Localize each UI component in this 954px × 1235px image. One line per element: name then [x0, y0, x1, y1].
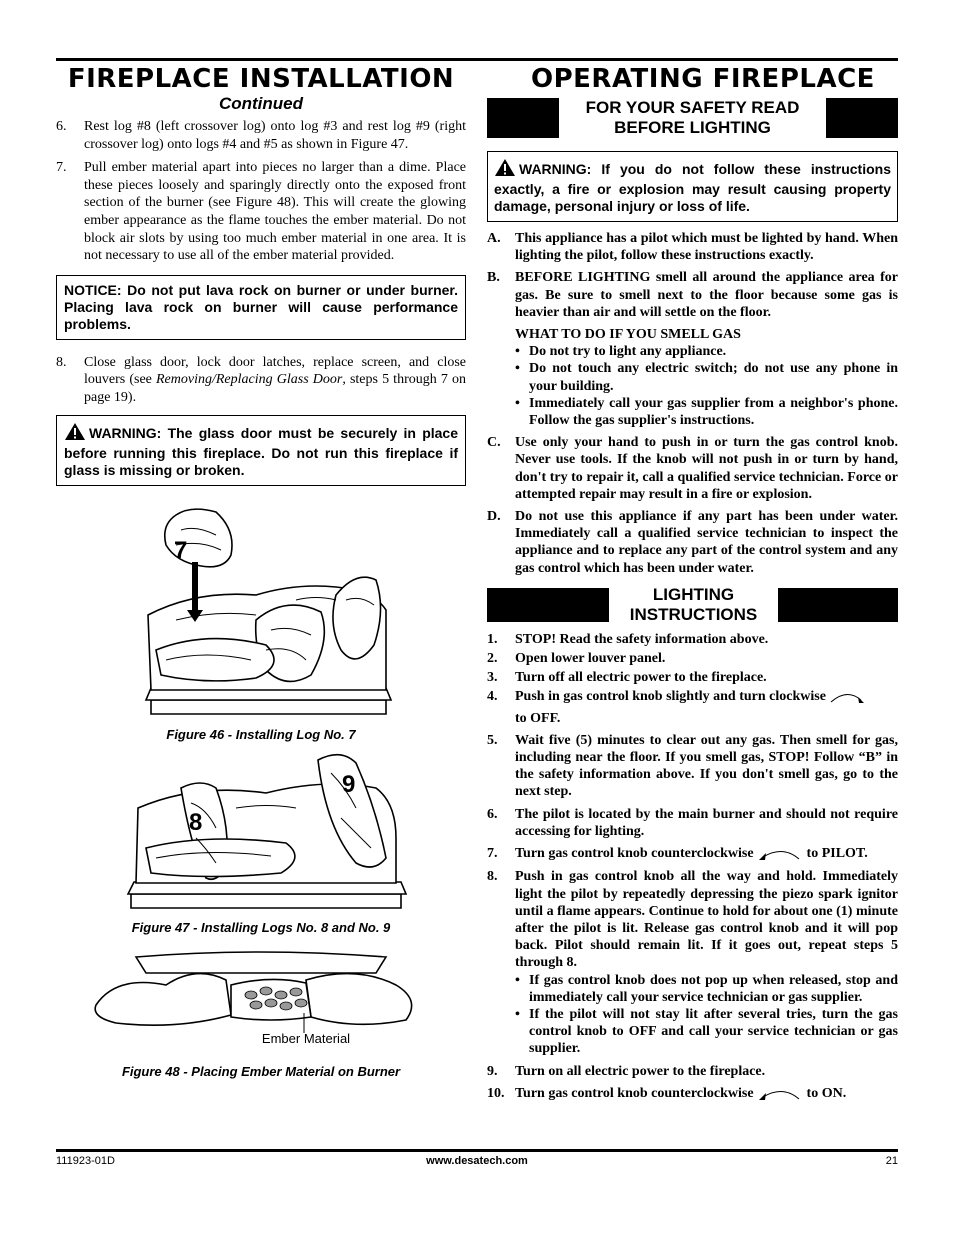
right-column — [487, 58, 898, 1111]
lighting-step-9: 9. Turn on all electric power to the fireplace. — [487, 1063, 766, 1079]
smell-gas-section — [487, 326, 898, 429]
figure-48-caption: Figure 48 - Placing Ember Material on Burner — [121, 1064, 401, 1079]
lighting-step-4: 4. Push in gas control knob slightly and turn clockwise to OFF. — [487, 688, 898, 726]
page-number: 21 — [885, 1155, 898, 1167]
left-column — [56, 58, 466, 486]
figures — [56, 500, 466, 1079]
lighting-step-3: 3. Turn off all electric power to the fireplace. — [487, 670, 767, 686]
safety-heading: FOR YOUR SAFETY READ BEFORE LIGHTING — [585, 98, 800, 137]
warning-box-fire: WARNING: If you do not follow these instructions exactly, a fire or explosion may result causing property damage, personal injury or loss of life. — [487, 151, 898, 222]
warning-triangle-icon — [64, 422, 86, 445]
step-8-bullet: • If the pilot will not stay lit after several tries, turn the gas control knob to OFF and call your service technician or gas supplier. — [515, 1006, 898, 1057]
clockwise-arrow-icon — [829, 690, 865, 709]
heading-bar-right — [826, 98, 898, 138]
figure-46-log-illustration — [56, 500, 466, 725]
safety-items-2 — [487, 434, 898, 577]
safety-items — [487, 230, 898, 321]
continued-subtitle: Continued — [218, 94, 304, 113]
smell-gas-bullet: • Immediately call your gas supplier from a neighbor's phone. Follow the gas supplier's instructions. — [515, 395, 898, 429]
section-title-installation: FIREPLACE INSTALLATION — [67, 64, 455, 94]
section-title-operating: OPERATING FIREPLACE — [531, 64, 875, 94]
log-8-label: 8 — [189, 809, 203, 836]
installation-step-8 — [56, 354, 466, 407]
figure-47-caption: Figure 47 - Installing Logs No. 8 and No. 9 — [131, 920, 391, 935]
warning-box-glass: WARNING: The glass door must be securely in place before running this fireplace. Do not run this fireplace if glass is missing or broken. — [56, 415, 466, 486]
safety-item-c: C. Use only your hand to push in or turn the gas control knob. Never use tools. If the knob will not push in or turn by hand, don't try to repair it, call a qualified service technician. Force or attempted repair may result in a fire or explosion. — [487, 435, 898, 502]
figure-46-caption: Figure 46 - Installing Log No. 7 — [166, 727, 356, 742]
doc-number: 111923-01D — [56, 1155, 115, 1167]
lighting-step-1: 1. STOP! Read the safety information above. — [487, 631, 769, 647]
lighting-heading-band — [487, 585, 898, 625]
lighting-step-2: 2. Open lower louver panel. — [487, 651, 666, 667]
notice-box: NOTICE: Do not put lava rock on burner or under burner. Placing lava rock on burner will cause performance problems. — [56, 275, 466, 340]
lighting-heading: LIGHTING INSTRUCTIONS — [629, 584, 758, 624]
lighting-step-8: 8. Push in gas control knob all the way and hold. Immediately light the pilot by repeatedly depressing the piezo spark ignitor until a flame appears. Continue to hold for about one (1) minute after the pilot is lit. Release gas control knob and it will pop back. Pilot should remain lit. If it goes out, repeat steps 5 through 8. • If gas control knob does not pop up when released, stop and immediately call your service technician or gas supplier. • If the pilot will not stay lit after several tries, turn the gas control knob to OFF and call your service technician or gas supplier. — [487, 869, 898, 1057]
counterclockwise-arrow-icon — [757, 847, 803, 866]
figure-48-ember-illustration — [56, 945, 466, 1035]
website-link[interactable]: www.desatech.com — [426, 1155, 528, 1167]
lighting-step-6: 6. The pilot is located by the main burner and should not require accessing for lighting. — [487, 806, 898, 839]
step-8: 8. Close glass door, lock door latches, replace screen, and close louvers (see Removing/Replacing Glass Door, steps 5 through 7 on page 19). — [56, 354, 466, 405]
step-8-bullet: • If gas control knob does not pop up when released, stop and immediately call your service technician or gas supplier. — [515, 972, 898, 1005]
lighting-steps — [487, 631, 898, 1106]
safety-item-d: D. Do not use this appliance if any part has been under water. Immediately call a qualified service technician to inspect the appliance and to replace any part of the control system and any gas control which has been under water. — [487, 509, 898, 576]
counterclockwise-arrow-icon — [757, 1087, 803, 1106]
step-7: 7. Pull ember material apart into pieces no larger than a dime. Place these pieces loosely and sparingly directly onto the exposed front section of the burner (see Figure 48). This will create the glowing ember appearance as the flame touches the ember material. Do not block air slots by using too much ember material in one area. It is not necessary to use all of the ember material provided. — [56, 160, 466, 264]
safety-item-a: A. This appliance has a pilot which must be lighted by hand. When lighting the pilot, follow these instructions exactly. — [487, 231, 898, 264]
safety-heading-band — [487, 98, 898, 138]
log-9-label: 9 — [342, 771, 356, 798]
ember-material-callout: Ember Material — [261, 1031, 351, 1046]
warning-triangle-icon — [494, 158, 516, 181]
smell-gas-heading: WHAT TO DO IF YOU SMELL GAS — [515, 327, 741, 343]
lighting-step-7: 7. Turn gas control knob counterclockwise to PILOT. — [487, 845, 898, 866]
smell-gas-bullet: • Do not touch any electric switch; do not use any phone in your building. — [515, 361, 898, 394]
lighting-step-10: 10. Turn gas control knob counterclockwise to ON. — [487, 1085, 898, 1106]
figure-47-log-illustration — [56, 748, 466, 918]
smell-gas-bullet: • Do not try to light any appliance. — [515, 344, 727, 360]
lighting-step-5: 5. Wait five (5) minutes to clear out any gas. Then smell for gas, including near the floor. If you smell gas, STOP! Follow “B” in the safety information above. If you don't smell gas, go to the next step. — [487, 732, 898, 800]
heading-bar-right — [778, 588, 898, 622]
heading-bar-left — [487, 588, 609, 622]
installation-steps — [56, 118, 466, 265]
footer-rule — [56, 1149, 898, 1152]
step-6: 6. Rest log #8 (left crossover log) onto log #3 and rest log #9 (right crossover log) onto logs #4 and #5 as shown in Figure 47. — [56, 119, 466, 152]
heading-bar-left — [487, 98, 559, 138]
log-7-label: 7 — [174, 537, 188, 564]
safety-item-b: B. BEFORE LIGHTING smell all around the appliance area for gas. Be sure to smell next to the floor because some gas is heavier than air and will settle on the floor. — [487, 270, 898, 320]
